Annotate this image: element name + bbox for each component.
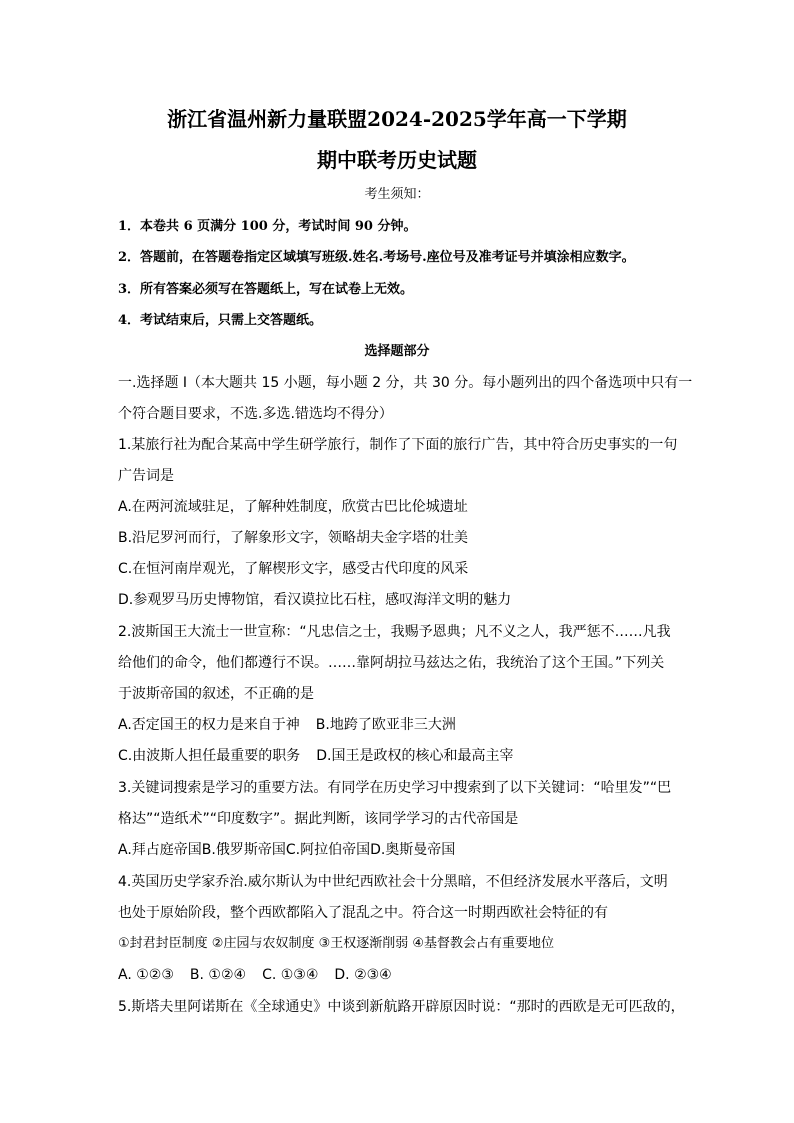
- q4-statements: ①封君封臣制度 ②庄园与农奴制度 ③王权逐渐削弱 ④基督教会占有重要地位: [118, 936, 555, 951]
- q2-stem-line-2: 给他们的命令，他们都遵行不误。……靠阿胡拉马兹达之佑，我统治了这个王国。”下列关: [118, 655, 665, 671]
- section-intro-line-1: 一.选择题 I（本大题共 15 小题，每小题 2 分，共 30 分。每小题列出的四个备选项中只有一: [118, 375, 693, 391]
- q4-options-row: [118, 965, 392, 985]
- q2-option-a: A.否定国王的权力是来自于神: [118, 717, 300, 733]
- q1-option-c: C.在恒河南岸观光，了解楔形文字，感受古代印度的风采: [118, 561, 469, 577]
- q3-option-b: B.俄罗斯帝国: [201, 842, 286, 858]
- section-heading: 选择题部分: [364, 344, 430, 359]
- notice-item-2: 2．答题前，在答题卷指定区域填写班级.姓名.考场号.座位号及准考证号并填涂相应数字。: [118, 250, 635, 265]
- q4-option-b: B. ①②④: [189, 967, 247, 983]
- q2-stem-line-1: 2.波斯国王大流士一世宣称：“凡忠信之士，我赐予恩典；凡不义之人，我严惩不……凡我: [118, 624, 671, 640]
- q1-stem-line-2: 广告词是: [118, 468, 174, 484]
- q3-options-row: [118, 840, 455, 860]
- q4-stem-line-1: 4.英国历史学家乔治.威尔斯认为中世纪西欧社会十分黑暗，不但经济发展水平落后，文明: [118, 874, 668, 890]
- q3-option-d: D.奥斯曼帝国: [370, 842, 456, 858]
- notice-item-1: 1．本卷共 6 页满分 100 分，考试时间 90 分钟。: [118, 219, 417, 234]
- q1-option-d: D.参观罗马历史博物馆，看汉谟拉比石柱，感叹海洋文明的魅力: [118, 592, 512, 608]
- q3-option-c: C.阿拉伯帝国: [285, 842, 371, 858]
- q2-options-row-1: [118, 715, 456, 735]
- q2-option-b: B.地跨了欧亚非三大洲: [315, 717, 456, 733]
- q2-options-row-2: [118, 746, 513, 766]
- notice-heading: 考生须知：: [364, 187, 430, 202]
- q3-stem-line-2: 格达”“造纸术”“印度数字”。据此判断，该同学学习的古代帝国是: [118, 811, 519, 827]
- q5-stem-line-1: 5.斯塔夫里阿诺斯在《全球通史》中谈到新航路开辟原因时说：“那时的西欧是无可匹敌的，: [118, 999, 685, 1015]
- q4-option-d: D. ②③④: [334, 967, 392, 983]
- q2-option-d: D.国王是政权的核心和最高主宰: [316, 748, 514, 764]
- q4-option-c: C. ①③④: [262, 967, 319, 983]
- section-intro-line-2: 个符合题目要求，不选.多选.错选均不得分）: [118, 406, 393, 422]
- q1-stem-line-1: 1.某旅行社为配合某高中学生研学旅行，制作了下面的旅行广告，其中符合历史事实的一句: [118, 437, 678, 453]
- notice-item-4: 4．考试结束后，只需上交答题纸。: [118, 313, 323, 328]
- q4-stem-line-2: 也处于原始阶段，整个西欧都陷入了混乱之中。符合这一时期西欧社会特征的有: [118, 905, 608, 921]
- q1-option-a: A.在两河流域驻足，了解种姓制度，欣赏古巴比伦城遗址: [118, 499, 468, 515]
- q4-option-a: A. ①②③: [118, 967, 174, 983]
- exam-title-line-2: 期中联考历史试题: [317, 148, 477, 172]
- q2-stem-line-3: 于波斯帝国的叙述，不正确的是: [118, 686, 314, 702]
- notice-item-3: 3．所有答案必须写在答题纸上，写在试卷上无效。: [118, 282, 414, 297]
- q3-option-a: A.拜占庭帝国: [118, 842, 202, 858]
- q1-option-b: B.沿尼罗河而行，了解象形文字，领略胡夫金字塔的壮美: [118, 530, 469, 546]
- q2-option-c: C.由波斯人担任最重要的职务: [118, 748, 301, 764]
- q3-stem-line-1: 3.关键词搜索是学习的重要方法。有同学在历史学习中搜索到了以下关键词：“哈里发”“巴: [118, 780, 672, 796]
- exam-title-line-1: 浙江省温州新力量联盟2024-2025学年高一下学期: [167, 107, 627, 131]
